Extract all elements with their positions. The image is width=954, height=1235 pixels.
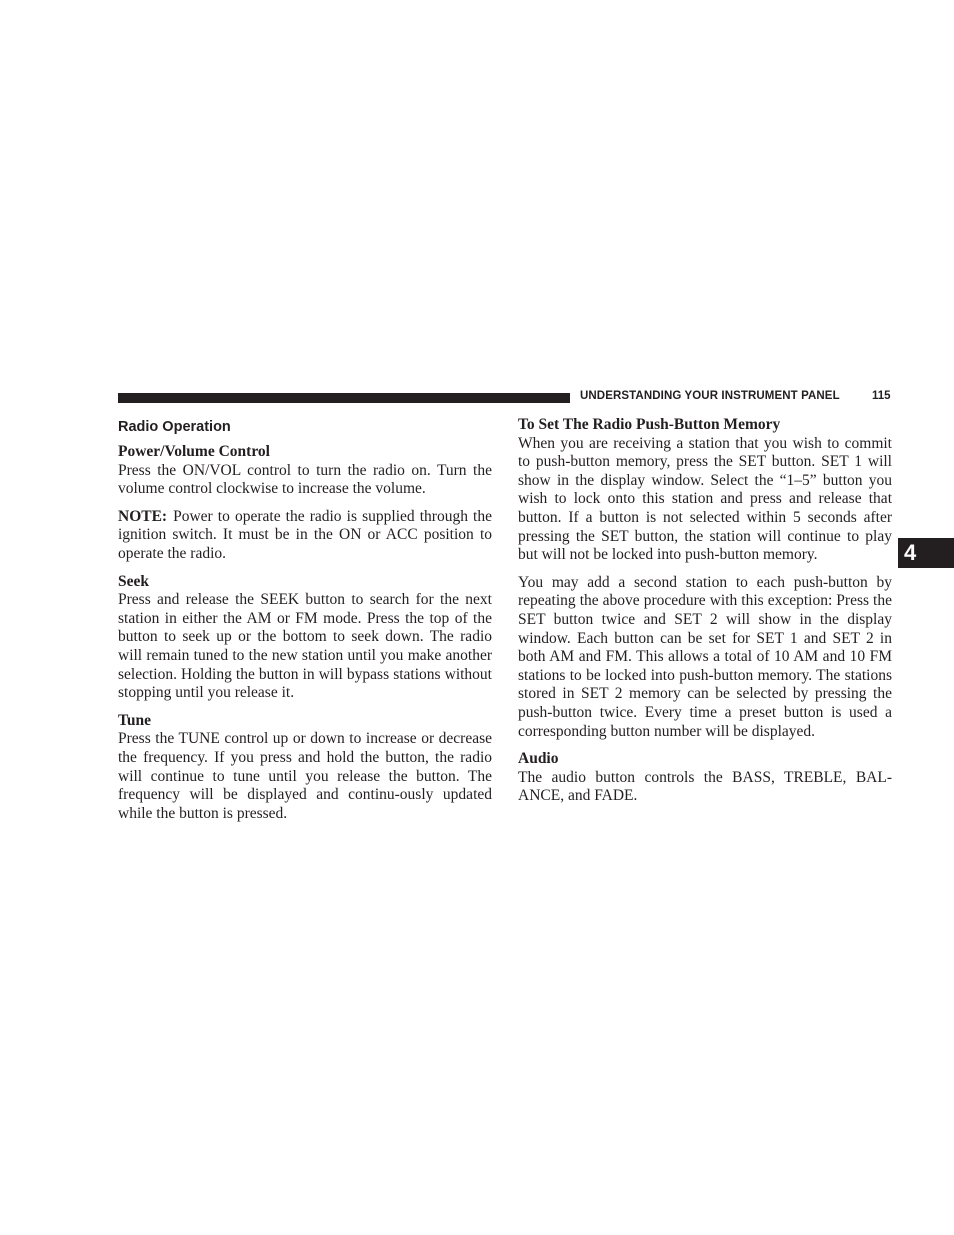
tune-text: Press the TUNE control up or down to increase or decrease the frequency. If you press and hold the button, the radio will continue to tune until you release the button. The frequency will be displayed and continu-ously updated while the button is pressed. — [118, 730, 492, 822]
chapter-tab: 4 — [898, 538, 954, 568]
tune-section — [118, 712, 492, 824]
push-button-memory-text-1: When you are receiving a station that you wish to commit to push-button memory, press the SET button. SET 1 will show in the display window. Select the “1–5” button you wish to lock onto this station and press and release that button. If a button is not selected within 5 seconds after pressing the SET button, the station will continue to play but will not be locked into push-button memory. — [518, 434, 892, 564]
push-button-memory-heading: To Set The Radio Push-Button Memory — [518, 416, 781, 433]
push-button-memory-text-2: You may add a second station to each push-button by repeating the above procedure with this exception: Press the SET button twice and SET 2 will show in the display window. Each button can be set for SET 1 and SET 2 in both AM and FM. This allows a total of 10 AM and 10 FM stations to be locked into push-button memory. The stations stored in SET 2 memory can be selected by pressing the push-button twice. Every time a preset button is used a corresponding button number will be displayed. — [518, 573, 892, 740]
seek-text: Press and release the SEEK button to search for the next station in either the AM or FM mode. Press the top of the button to seek up or the bottom to seek down. The radio will remain tuned to the new station until you make another selection. Holding the button in will bypass stations without stopping until you release it. — [118, 591, 492, 702]
push-button-memory-section — [518, 416, 892, 741]
note-paragraph — [118, 508, 492, 564]
audio-text: The audio button controls the BASS, TREBLE, BAL-ANCE, and FADE. — [518, 768, 892, 805]
seek-heading: Seek — [118, 572, 149, 590]
tune-heading: Tune — [118, 711, 152, 729]
note-text: Power to operate the radio is supplied through the ignition switch. It must be in the ON or ACC position to operate the radio. — [118, 507, 492, 562]
audio-section — [518, 750, 892, 806]
audio-heading: Audio — [518, 750, 559, 768]
seek-section — [118, 573, 492, 703]
note-label: NOTE: — [118, 507, 168, 525]
right-column — [518, 416, 892, 815]
power-volume-heading: Power/Volume Control — [118, 443, 270, 460]
power-volume-section — [118, 443, 492, 499]
section-title: Radio Operation — [118, 419, 231, 435]
left-column — [118, 416, 492, 832]
header-rule — [118, 393, 570, 403]
running-header: UNDERSTANDING YOUR INSTRUMENT PANEL — [580, 390, 840, 402]
page-number: 115 — [872, 390, 891, 402]
power-volume-text: Press the ON/VOL control to turn the radio on. Turn the volume control clockwise to increase the volume. — [118, 461, 492, 498]
